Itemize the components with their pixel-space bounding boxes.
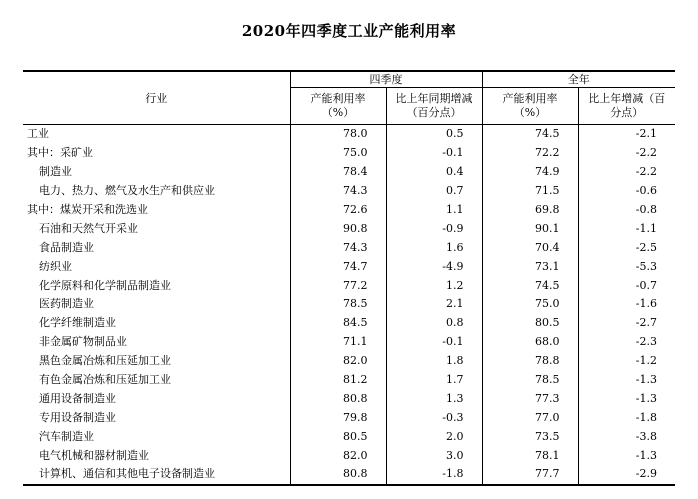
- q4-utilization-value: 78.0: [290, 125, 386, 144]
- q4-utilization-value: 81.2: [290, 371, 386, 390]
- q4-change-value: 0.8: [386, 314, 482, 333]
- fy-utilization-value: 72.2: [482, 144, 578, 163]
- table-row: [23, 371, 675, 390]
- fy-utilization-value: 78.5: [482, 371, 578, 390]
- fy-change-value: -2.5: [578, 238, 675, 257]
- industry-name: 工业: [27, 127, 49, 141]
- q4-utilization-value: 78.5: [290, 295, 386, 314]
- q4-utilization-value: 74.3: [290, 182, 386, 201]
- header-q4-change-line1: 比上年同期增减: [395, 92, 473, 105]
- fy-utilization-value: 69.8: [482, 201, 578, 220]
- fy-utilization-value: 74.9: [482, 163, 578, 182]
- q4-change-value: 1.7: [386, 371, 482, 390]
- table-row: [23, 333, 675, 352]
- q4-change-value: 0.7: [386, 182, 482, 201]
- q4-utilization-value: 78.4: [290, 163, 386, 182]
- fy-utilization-value: 68.0: [482, 333, 578, 352]
- fy-change-value: -1.3: [578, 446, 675, 465]
- q4-change-value: 2.1: [386, 295, 482, 314]
- header-fy-utilization-line2: （%）: [513, 106, 547, 119]
- table-row: [23, 352, 675, 371]
- fy-change-value: -2.2: [578, 163, 675, 182]
- header-fy-utilization-line1: 产能利用率: [502, 92, 558, 105]
- fy-change-value: -2.2: [578, 144, 675, 163]
- fy-change-value: -1.1: [578, 219, 675, 238]
- q4-utilization-value: 90.8: [290, 219, 386, 238]
- fy-utilization-value: 73.5: [482, 427, 578, 446]
- industry-name: 其中：煤炭开采和洗选业: [27, 203, 148, 216]
- q4-change-value: -1.8: [386, 465, 482, 485]
- industry-name: 有色金属冶炼和压延加工业: [39, 373, 171, 387]
- q4-change-value: 2.0: [386, 427, 482, 446]
- industry-name: 食品制造业: [39, 240, 94, 254]
- fy-change-value: -0.8: [578, 201, 675, 220]
- fy-utilization-value: 90.1: [482, 219, 578, 238]
- q4-change-value: 1.6: [386, 238, 482, 257]
- table-row: [23, 427, 675, 446]
- fy-utilization-value: 78.8: [482, 352, 578, 371]
- industry-name: 电力、热力、燃气及水生产和供应业: [39, 184, 215, 198]
- industry-name: 非金属矿物制品业: [39, 335, 127, 349]
- header-fy-change-line1: 比上年增减（百: [588, 92, 666, 105]
- table-row: [23, 389, 675, 408]
- fy-change-value: -1.3: [578, 371, 675, 390]
- header-q4-utilization: [290, 88, 386, 125]
- fy-utilization-value: 75.0: [482, 295, 578, 314]
- table-row: [23, 144, 675, 163]
- industry-name: 纺织业: [39, 259, 72, 273]
- q4-utilization-value: 72.6: [290, 201, 386, 220]
- page-title: 2020年四季度工业产能利用率: [241, 22, 457, 40]
- table-row: [23, 201, 675, 220]
- fy-change-value: -1.2: [578, 352, 675, 371]
- fy-utilization-value: 77.0: [482, 408, 578, 427]
- fy-change-value: -2.9: [578, 465, 675, 485]
- q4-utilization-value: 80.8: [290, 389, 386, 408]
- header-fy-change-line2: 分点）: [610, 106, 644, 119]
- fy-change-value: -1.3: [578, 389, 675, 408]
- q4-change-value: -0.9: [386, 219, 482, 238]
- header-q4-change: [386, 88, 482, 125]
- capacity-utilization-table: [23, 70, 675, 486]
- q4-utilization-value: 82.0: [290, 446, 386, 465]
- table-row: [23, 238, 675, 257]
- industry-name: 医药制造业: [39, 297, 94, 311]
- industry-name: 化学原料和化学制品制造业: [39, 278, 171, 292]
- table-row: [23, 257, 675, 276]
- fy-utilization-value: 78.1: [482, 446, 578, 465]
- table-row: [23, 408, 675, 427]
- industry-name: 专用设备制造业: [39, 410, 116, 424]
- fy-utilization-value: 71.5: [482, 182, 578, 201]
- q4-change-value: -4.9: [386, 257, 482, 276]
- q4-utilization-value: 80.8: [290, 465, 386, 485]
- table-row: [23, 465, 675, 485]
- fy-change-value: -0.7: [578, 276, 675, 295]
- industry-name: 通用设备制造业: [39, 391, 116, 405]
- fy-change-value: -3.8: [578, 427, 675, 446]
- industry-name: 电气机械和器材制造业: [39, 448, 149, 462]
- fy-utilization-value: 80.5: [482, 314, 578, 333]
- q4-utilization-value: 82.0: [290, 352, 386, 371]
- q4-utilization-value: 75.0: [290, 144, 386, 163]
- q4-utilization-value: 79.8: [290, 408, 386, 427]
- table-row: [23, 219, 675, 238]
- industry-name: 制造业: [39, 165, 72, 179]
- q4-utilization-value: 74.7: [290, 257, 386, 276]
- fy-change-value: -1.8: [578, 408, 675, 427]
- industry-name: 石油和天然气开采业: [39, 221, 138, 235]
- fy-change-value: -0.6: [578, 182, 675, 201]
- header-row-groups: [23, 71, 675, 88]
- table-row: [23, 446, 675, 465]
- table-row: [23, 125, 675, 144]
- industry-name: 计算机、通信和其他电子设备制造业: [23, 465, 290, 485]
- header-fy-change: [578, 88, 675, 125]
- header-full-year: 全年: [482, 71, 675, 88]
- header-q4: 四季度: [290, 71, 482, 88]
- table-row: [23, 314, 675, 333]
- fy-utilization-value: 70.4: [482, 238, 578, 257]
- q4-utilization-value: 77.2: [290, 276, 386, 295]
- q4-utilization-value: 71.1: [290, 333, 386, 352]
- header-q4-change-line2: （百分点）: [406, 106, 462, 119]
- table-row: [23, 163, 675, 182]
- fy-change-value: -1.6: [578, 295, 675, 314]
- fy-utilization-value: 73.1: [482, 257, 578, 276]
- q4-change-value: 3.0: [386, 446, 482, 465]
- q4-utilization-value: 74.3: [290, 238, 386, 257]
- q4-change-value: -0.1: [386, 333, 482, 352]
- q4-change-value: 1.3: [386, 389, 482, 408]
- q4-utilization-value: 84.5: [290, 314, 386, 333]
- industry-name: 汽车制造业: [39, 429, 94, 443]
- q4-change-value: 1.1: [386, 201, 482, 220]
- q4-change-value: -0.3: [386, 408, 482, 427]
- fy-change-value: -2.7: [578, 314, 675, 333]
- table-row: [23, 276, 675, 295]
- fy-utilization-value: 74.5: [482, 125, 578, 144]
- header-fy-utilization: [482, 88, 578, 125]
- q4-change-value: 0.4: [386, 163, 482, 182]
- industry-name: 黑色金属冶炼和压延加工业: [39, 354, 171, 368]
- q4-utilization-value: 80.5: [290, 427, 386, 446]
- header-q4-utilization-line1: 产能利用率: [310, 92, 366, 105]
- fy-utilization-value: 77.3: [482, 389, 578, 408]
- q4-change-value: 0.5: [386, 125, 482, 144]
- fy-utilization-value: 77.7: [482, 465, 578, 485]
- industry-name: 化学纤维制造业: [39, 316, 116, 330]
- fy-change-value: -5.3: [578, 257, 675, 276]
- q4-change-value: 1.8: [386, 352, 482, 371]
- header-industry: 行业: [23, 71, 290, 125]
- fy-change-value: -2.1: [578, 125, 675, 144]
- table-row: [23, 182, 675, 201]
- industry-name: 其中：采矿业: [27, 146, 93, 160]
- table-row: [23, 295, 675, 314]
- header-q4-utilization-line2: （%）: [321, 106, 355, 119]
- q4-change-value: -0.1: [386, 144, 482, 163]
- fy-change-value: -2.3: [578, 333, 675, 352]
- fy-utilization-value: 74.5: [482, 276, 578, 295]
- q4-change-value: 1.2: [386, 276, 482, 295]
